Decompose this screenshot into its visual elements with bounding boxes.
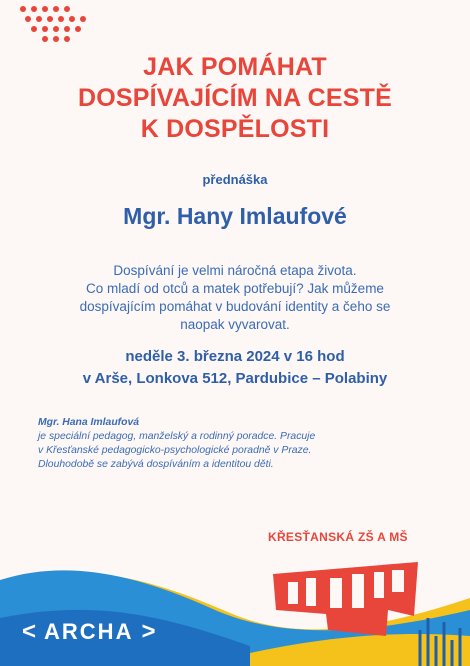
school-logo-mark bbox=[268, 544, 428, 644]
decorative-dots bbox=[20, 6, 90, 46]
archa-logo bbox=[22, 614, 155, 650]
speaker-name: Mgr. Hany Imlaufové bbox=[123, 203, 347, 229]
bio-line: je speciální pedagog, manželský a rodinný poradce. Pracuje bbox=[38, 431, 316, 442]
bio-name: Mgr. Hana Imlaufová bbox=[38, 417, 140, 428]
chevron-right-icon: > bbox=[141, 618, 156, 645]
event-date: neděle 3. března 2024 v 16 hod bbox=[125, 348, 345, 365]
intro-line: dospívajícím pomáhat v budování identity a čeho se bbox=[79, 299, 391, 314]
speaker-bio bbox=[38, 416, 398, 472]
event-place: v Arše, Lonkova 512, Pardubice – Polabiny bbox=[82, 370, 388, 387]
bio-line: v Křesťanské pedagogicko-psychologické poradně v Praze. bbox=[38, 445, 312, 456]
title-line: JAK POMÁHAT bbox=[143, 53, 327, 81]
title-line: DOSPÍVAJÍCÍM NA CESTĚ bbox=[78, 84, 392, 112]
event-kind: přednáška bbox=[202, 172, 268, 187]
intro-line: naopak vyvarovat. bbox=[180, 317, 290, 332]
bio-line: Dlouhodobě se zabývá dospíváním a identitou děti. bbox=[38, 459, 274, 470]
school-logo bbox=[268, 530, 428, 640]
event-intro bbox=[40, 262, 430, 334]
intro-line: Dospívání je velmi náročná etapa života. bbox=[113, 263, 357, 278]
event-when bbox=[0, 346, 470, 390]
intro-line: Co mladí od otců a matek potřebují? Jak můžeme bbox=[86, 281, 384, 296]
school-logo-caption: KŘESŤANSKÁ ZŠ A MŠ bbox=[268, 530, 408, 544]
event-title bbox=[0, 52, 470, 145]
chevron-left-icon: < bbox=[22, 618, 37, 645]
archa-logo-text: ARCHA bbox=[44, 619, 134, 644]
title-line: K DOSPĚLOSTI bbox=[140, 115, 330, 143]
